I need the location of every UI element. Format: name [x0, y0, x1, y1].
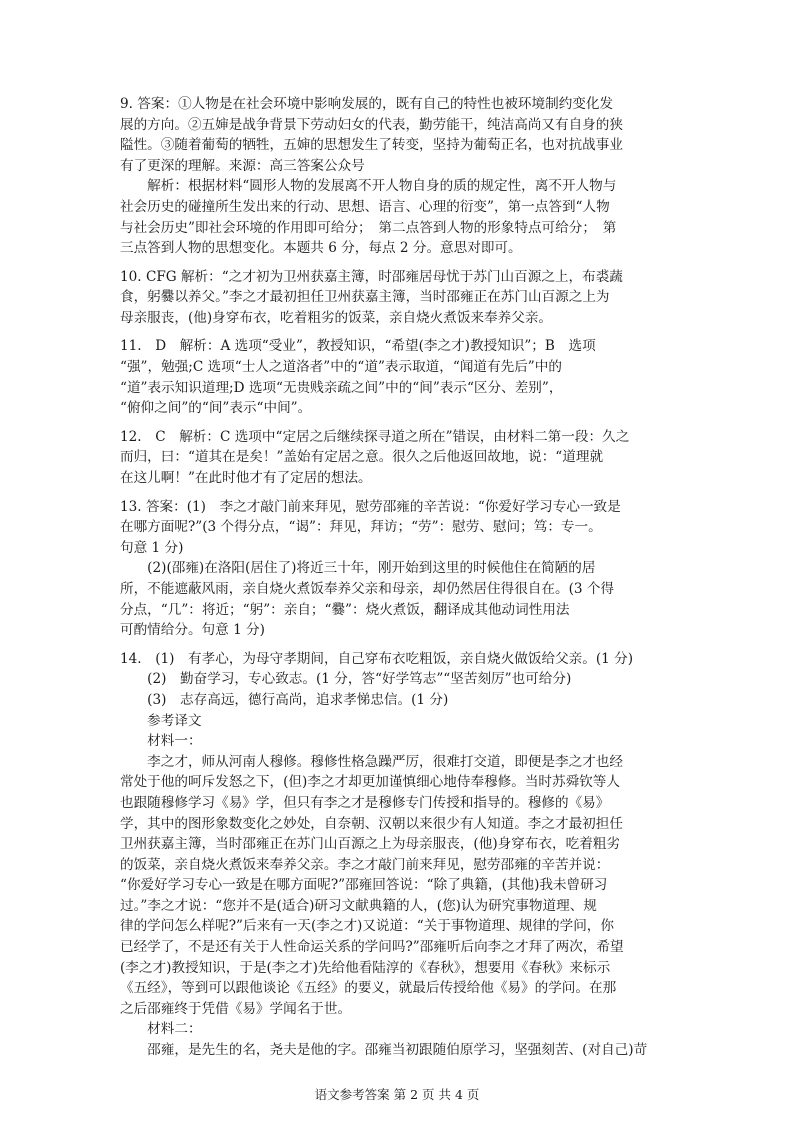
text-line: (3) 志存高远，德行高尚，追求孝悌忠信。(1 分) [120, 692, 449, 708]
text-line: 分点，“几”：将近；“躬”：亲自；“爨”：烧火煮饭，翻译成其他动词性用法 [120, 602, 570, 618]
text-line: 律的学问怎么样呢?”后来有一天(李之才)又说道：“关于事物道理、规律的学问，你 [120, 918, 614, 934]
text-line: (2) 勤奋学习，专心致志。(1 分，答“好学笃志”“坚苦刻厉”也可给分) [120, 671, 572, 687]
text-line: 食，躬爨以养父。”李之才最初担任卫州获嘉主簿，当时邵雍正在苏门山百源之上为 [120, 289, 610, 305]
text-line: 常处于他的呵斥发怒之下，(但)李之才却更加谨慎细心地侍奉穆修。当时苏舜钦等人 [120, 774, 620, 790]
text-line: 过。”李之才说：“您并不是(适合)研习文献典籍的人，(您)认为研究事物道理、规 [120, 898, 597, 914]
text-line: 在哪方面呢?”(3 个得分点，“谒”：拜见，拜访；“劳”：慰劳、慰问；笃：专一。 [120, 519, 602, 535]
text-line: 句意 1 分) [120, 540, 184, 556]
text-line: “俯仰之间”的“间”表示“中间”。 [120, 400, 312, 416]
text-line: 11. D 解析：A 选项“受业”，教授知识，“希望(李之才)教授知识”；B 选项 [120, 338, 596, 354]
text-line: 已经学了，不是还有关于人性命运关系的学问吗?”邵雍听后向李之才拜了两次，希望 [120, 939, 624, 955]
text-line: (2)(邵雍)在洛阳(居住了)将近三十年，刚开始到这里的时候他住在简陋的居 [120, 560, 596, 576]
text-line: 所，不能遮蔽风雨，亲自烧火煮饭奉养父亲和母亲，却仍然居住得很自在。(3 个得 [120, 581, 615, 597]
text-line: 材料二： [120, 1021, 202, 1037]
text-line: 14. (1) 有孝心，为母守孝期间，自己穿布衣吃粗饭，亲自烧火做饭给父亲。(1 分) [120, 651, 634, 667]
text-line: 与社会历史”即社会环境的作用即可给分； 第二点答到人物的形象特点可给分； 第 [120, 220, 617, 236]
text-line: 参考译文 [120, 713, 202, 729]
text-line: 解析：根据材料“圆形人物的发展离不开人物自身的质的规定性，离不开人物与 [120, 178, 617, 194]
text-line: “强”，勉强;C 选项“士人之道洛者”中的“道”表示取道，“闻道有先后”中的 [120, 359, 562, 375]
text-line: 而归，曰：“道其在是矣！”盖始有定居之意。很久之后他返回故地，说：“道理就 [120, 449, 604, 465]
text-line: 13. 答案：(1) 李之才敲门前来拜见，慰劳邵雍的辛苦说：“你爱好学习专心一致是 [120, 499, 621, 515]
text-line: 社会历史的碰撞所生发出来的行动、思想、语言、心理的衍变”，第一点答到“人物 [120, 199, 610, 215]
text-line: 在这儿啊！”在此时他才有了定居的想法。 [120, 470, 372, 486]
text-line: 有了更深的理解。来源：高三答案公众号 [120, 158, 365, 174]
text-line: 展的方向。②五婶是战争背景下劳动妇女的代表，勤劳能干，纯洁高尚又有自身的狭 [120, 117, 623, 133]
text-line: 卫州获嘉主簿，当时邵雍正在苏门山百源之上为母亲服丧，(他)身穿布衣，吃着粗劣 [120, 836, 620, 852]
text-line: (李之才)教授知识，于是(李之才)先给他看陆淳的《春秋》，想要用《春秋》来标示 [120, 960, 611, 976]
text-line: 邵雍，是先生的名，尧夫是他的字。邵雍当初跟随伯原学习，坚强刻苦、(对自己)苛 [120, 1042, 648, 1058]
text-line: 李之才，师从河南人穆修。穆修性格急躁严厉，很难打交道，即便是李之才也经 [120, 754, 623, 770]
text-line: 母亲服丧，(他)身穿布衣，吃着粗劣的饭菜，亲自烧火煮饭来奉养父亲。 [120, 310, 553, 326]
text-line: 之后邵雍终于凭借《易》学闻名于世。 [120, 1001, 352, 1017]
text-line: “你爱好学习专心一致是在哪方面呢?”邵雍回答说：“除了典籍，(其他)我未曾研习 [120, 877, 608, 893]
text-line: 材料一： [120, 733, 202, 749]
text-line: 可酌情给分。句意 1 分) [120, 622, 265, 638]
text-line: 三点答到人物的思想变化。本题共 6 分，每点 2 分。意思对即可。 [120, 240, 522, 256]
text-line: 也跟随穆修学习《易》学，但只有李之才是穆修专门传授和指导的。穆修的《易》 [120, 795, 610, 811]
text-line: 《五经》，等到可以跟他谈论《五经》的要义，就最后传授给他《易》的学问。在那 [120, 980, 617, 996]
text-line: 10. CFG 解析：“之才初为卫州获嘉主簿，时邵雍居母忧于苏门山百源之上，布裘蔬 [120, 269, 623, 285]
text-line: 12. C 解析：C 选项中“定居之后继续探寻道之所在”错误，由材料二第一段：久之 [120, 429, 630, 445]
text-line: “道”表示知识道理;D 选项“无贵贱亲疏之间”中的“间”表示“区分、差别”， [120, 380, 563, 396]
text-line: 9. 答案：①人物是在社会环境中影响发展的，既有自己的特性也被环境制约变化发 [120, 96, 614, 112]
text-line: 学，其中的图形象数变化之妙处，自奈朝、汉朝以来很少有人知道。李之才最初担任 [120, 816, 623, 832]
text-line: 的饭菜，亲自烧火煮饭来奉养父亲。李之才敲门前来拜见，慰劳邵雍的辛苦并说： [120, 857, 610, 873]
page-footer: 语文参考答案 第 2 页 共 4 页 [314, 1087, 480, 1102]
text-line: 隘性。③随着葡萄的牺牲，五婶的思想发生了转变，坚持为葡萄正名，也对抗战事业 [120, 137, 623, 153]
